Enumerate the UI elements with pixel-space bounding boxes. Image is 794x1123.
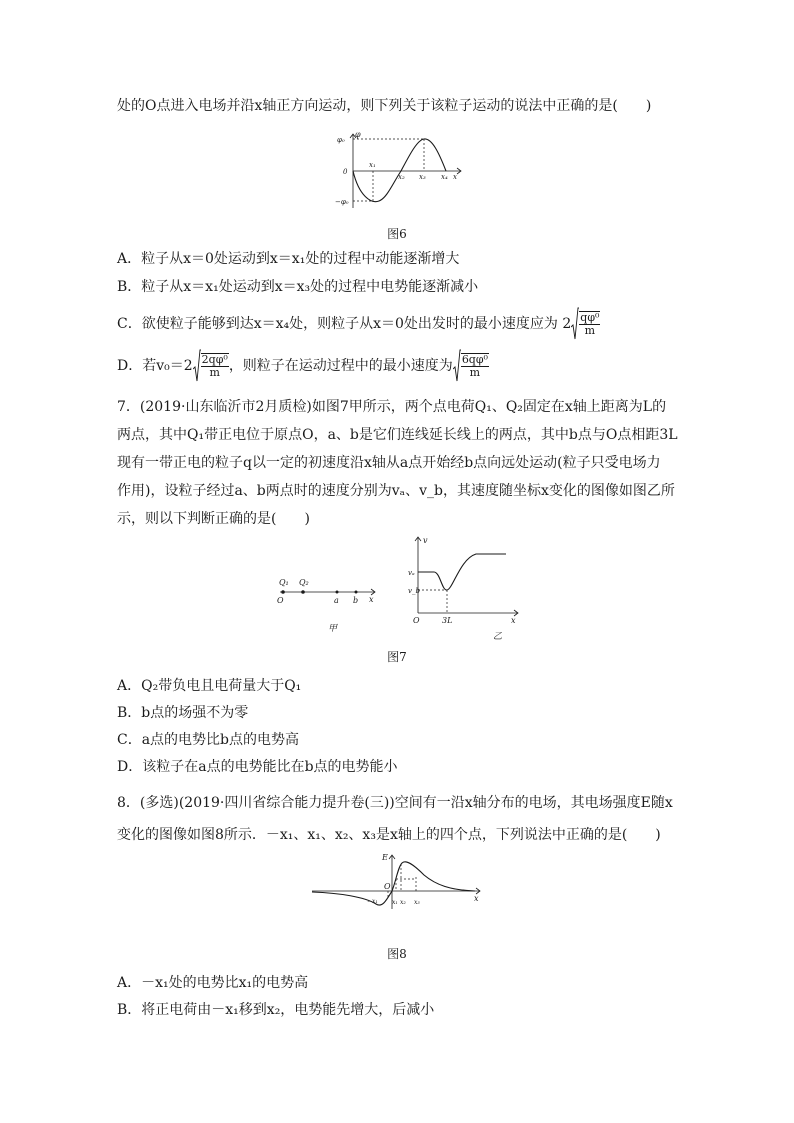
q6-option-b: B．粒子从x＝x₁处运动到x＝x₃处的过程中电势能逐渐减小 — [117, 279, 479, 295]
fig6-neg-phi0: −φ₀ — [335, 198, 349, 206]
fig6-phi0: φ₀ — [337, 136, 345, 144]
fig6-x-label: x — [453, 173, 457, 181]
fig7a-label: 甲 — [328, 624, 338, 634]
fig6-x4: x₄ — [441, 173, 448, 181]
q7-option-c: C．a点的电势比b点的电势高 — [117, 732, 300, 748]
fig7a-origin: O — [277, 596, 284, 605]
fig8-neg-x1: −x₁ — [367, 898, 378, 905]
q6-c-numerator: qφ⁰ — [580, 311, 600, 324]
fig6-x2: x₂ — [398, 173, 405, 181]
q7-option-b: B．b点的场强不为零 — [117, 705, 249, 721]
q6-option-c-coef: 2 — [562, 316, 572, 332]
q7-stem-line-4: 作用)，设粒子经过a、b两点时的速度分别为vₐ、v_b，其速度随坐标x变化的图像如图乙所 — [117, 483, 675, 499]
fig8-x1: x₁ — [392, 899, 398, 906]
q6-d-denominator-2: m — [469, 366, 481, 379]
figure-7a — [275, 572, 380, 634]
fig8-e-label: E — [382, 853, 388, 862]
fig7a-q2: Q₂ — [299, 578, 309, 587]
q6-option-c — [117, 306, 600, 342]
q7-option-a: A．Q₂带负电且电荷量大于Q₁ — [117, 678, 302, 694]
q8-option-a: A．－x₁处的电势比x₁的电势高 — [117, 975, 309, 991]
q7-stem-line-2: 两点，其中Q₁带正电位于原点O，a、b是它们连线延长线上的两点，其中b点与O点相距3L — [117, 427, 678, 443]
figure-7-caption: 图7 — [387, 650, 407, 664]
sqrt-symbol-icon — [453, 348, 461, 384]
fig8-x2: x₂ — [400, 899, 406, 906]
fig7b-origin: O — [413, 616, 420, 625]
fig8-origin: O — [384, 882, 391, 891]
q6-option-c-text: C．欲使粒子能够到达x＝x₄处，则粒子从x＝0处出发时的最小速度应为 — [117, 316, 558, 332]
q6-d-numerator-2: 6qφ⁰ — [461, 353, 488, 366]
figure-6-caption: 图6 — [387, 227, 407, 241]
q8-stem-line-2: 变化的图像如图8所示．－x₁、x₁、x₂、x₃是x轴上的四个点，下列说法中正确的是( ) — [117, 827, 661, 843]
fig7b-va: vₐ — [408, 569, 415, 577]
sqrt-symbol-icon — [193, 348, 201, 384]
q7-stem-line-5: 示，则以下判断正确的是( ) — [117, 511, 310, 527]
fig6-x3: x₃ — [419, 173, 426, 181]
fig7a-b: b — [353, 596, 359, 605]
fig8-x3: x₃ — [414, 899, 420, 906]
q7-option-d: D．该粒子在a点的电势能比在b点的电势能小 — [117, 759, 398, 775]
fig7a-x: x — [369, 595, 374, 604]
q7-stem-line-3: 现有一带正电的粒子q以一定的初速度沿x轴从a点开始经b点向远处运动(粒子只受电场力 — [117, 455, 661, 471]
fig7b-v-label: v — [423, 536, 428, 545]
fig7b-x: x — [511, 616, 516, 625]
q6-stem: 处的O点进入电场并沿x轴正方向运动，则下列关于该粒子运动的说法中正确的是( ) — [117, 98, 652, 114]
q6-option-a: A．粒子从x＝0处运动到x＝x₁处的过程中动能逐渐增大 — [117, 251, 460, 267]
figure-6 — [335, 128, 470, 213]
q7-stem-line-1: 7．(2019·山东临沂市2月质检)如图7甲所示，两个点电荷Q₁、Q₂固定在x轴上距离为L的 — [117, 399, 667, 415]
fig7a-q1: Q₁ — [279, 578, 289, 587]
sqrt-symbol-icon — [571, 306, 579, 342]
q8-option-b: B．将正电荷由－x₁移到x₂，电势能先增大，后减小 — [117, 1002, 435, 1018]
figure-8 — [310, 851, 485, 911]
q6-c-denominator: m — [584, 324, 596, 337]
q6-option-d-prefix: D．若v₀＝2 — [117, 358, 193, 374]
fig7b-3l: 3L — [442, 616, 453, 625]
fig6-x1: x₁ — [369, 161, 376, 169]
q6-d-denominator-1: m — [209, 366, 220, 379]
fig6-y-label: φ — [355, 130, 361, 139]
fig8-x-label: x — [474, 894, 479, 903]
figure-7b — [400, 533, 525, 643]
fig7a-a: a — [334, 596, 339, 605]
fig6-origin: 0 — [343, 168, 348, 176]
q6-option-d-middle: ，则粒子在运动过程中的最小速度为 — [228, 358, 453, 374]
fig7b-vb: v_b — [408, 587, 420, 595]
q6-option-d — [117, 348, 489, 384]
q6-d-numerator-1: 2qφ⁰ — [201, 353, 228, 366]
fig7b-label: 乙 — [493, 632, 503, 642]
q8-stem-line-1: 8．(多选)(2019·四川省综合能力提升卷(三))空间有一沿x轴分布的电场，其电场强度E随x — [117, 795, 673, 811]
figure-8-caption: 图8 — [387, 947, 407, 961]
